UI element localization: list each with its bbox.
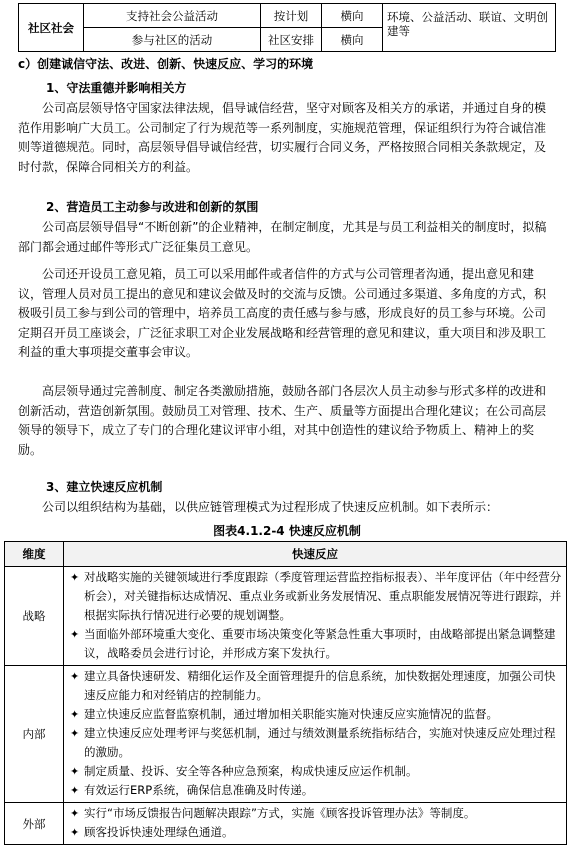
table-row bbox=[5, 666, 567, 803]
subheading-1: 1、守法重德并影响相关方 bbox=[46, 81, 187, 95]
subheading-3: 3、建立快速反应机制 bbox=[46, 480, 163, 494]
response-cell bbox=[64, 803, 567, 845]
direction-cell: 横向 bbox=[322, 28, 383, 52]
plan-cell: 按计划 bbox=[261, 4, 322, 28]
activity-cell: 支持社会公益活动 bbox=[84, 4, 261, 28]
plan-cell: 社区安排 bbox=[261, 28, 322, 52]
list-item: ✦ 顾客投诉快速处理绿色通道。 bbox=[70, 823, 562, 842]
bullet-icon: ✦ bbox=[70, 727, 80, 740]
bullet-icon: ✦ bbox=[70, 571, 80, 584]
list-item: ✦ 实行“市场反馈报告问题解决跟踪”方式，实施《顾客投诉管理办法》等制度。 bbox=[70, 804, 562, 823]
table-row bbox=[5, 567, 567, 666]
dimension-cell: 外部 bbox=[5, 803, 64, 845]
category-cell: 社区社会 bbox=[19, 4, 84, 52]
subheading-2: 2、营造员工主动参与改进和创新的氛围 bbox=[46, 200, 259, 214]
bullet-icon: ✦ bbox=[70, 826, 80, 839]
header-dimension: 维度 bbox=[5, 542, 64, 567]
paragraph-4: 高层领导通过完善制度、制定各类激励措施，鼓励各部门各层次人员主动参与形式多样的改进和创新活动，营造创新氛围。鼓励员工对管理、技术、生产、质量等方面提出合理化建议；在公司高层领导的领导下，成立了专门的合理化建议评审小组，对其中创造性的建议给予物质上、精神上的奖励。 bbox=[18, 384, 547, 457]
list-item: ✦ 有效运行ERP系统，确保信息准确及时传递。 bbox=[70, 781, 562, 800]
paragraph-5: 公司以组织结构为基础，以供应链管理模式为过程形成了快速反应机制。如下表所示： bbox=[42, 500, 499, 514]
list-item: ✦ 对战略实施的关键领域进行季度跟踪（季度管理运营监控指标报表）、半年度评估（年中经营分析会），对关键指标达成情况、重点业务或新业务发展情况、重点职能发展情况等进行跟踪，并根据实际执行情况进行必要的规划调整。 bbox=[70, 570, 562, 622]
paragraph-3: 公司还开设员工意见箱，员工可以采用邮件或者信件的方式与公司管理者沟通，提出意见和建议，管理人员对员工提出的意见和建议会做及时的交流与反馈。公司通过多渠道、多角度的方式，积极吸引员工参与到公司的管理中，培养员工高度的责任感与参与感，形成良好的员工参与环境。公司定期召开员工座谈会，广泛征求职工对企业发展战略和经营管理的意见和建议，重大项目和涉及职工利益的重大事项提交董事会审议。 bbox=[18, 267, 547, 359]
bullet-icon: ✦ bbox=[70, 670, 80, 683]
section-heading-c: c）创建诚信守法、改进、创新、快速反应、学习的环境 bbox=[18, 57, 314, 71]
table-row bbox=[19, 4, 556, 28]
list-item: ✦ 建立快速反应处理考评与奖惩机制，通过与绩效测量系统指标结合，实施对快速反应处理过程的激励。 bbox=[70, 726, 556, 759]
header-response: 快速反应 bbox=[64, 542, 567, 567]
list-item: ✦ 建立快速反应监督监察机制，通过增加相关职能实施对快速反应实施情况的监督。 bbox=[70, 705, 562, 724]
bullet-icon: ✦ bbox=[70, 765, 80, 778]
note-cell: 环境、公益活动、联谊、文明创建等 bbox=[383, 4, 556, 52]
paragraph-2: 公司高层领导倡导“不断创新”的企业精神，在制定制度，尤其是与员工利益相关的制度时，拟稿部门都会通过邮件等形式广泛征集员工意见。 bbox=[18, 220, 547, 254]
direction-cell: 横向 bbox=[322, 4, 383, 28]
bullet-icon: ✦ bbox=[70, 708, 80, 721]
bullet-icon: ✦ bbox=[70, 628, 80, 641]
table-caption: 图表4.1.2-4 快速反应机制 bbox=[213, 524, 361, 538]
dimension-cell: 内部 bbox=[5, 666, 64, 803]
activity-cell: 参与社区的活动 bbox=[84, 28, 261, 52]
rapid-response-table bbox=[4, 541, 567, 845]
bullet-icon: ✦ bbox=[70, 784, 80, 797]
table-row bbox=[5, 803, 567, 845]
list-item: ✦ 制定质量、投诉、安全等各种应急预案，构成快速反应运作机制。 bbox=[70, 762, 562, 781]
response-cell bbox=[64, 567, 567, 666]
table-header-row bbox=[5, 542, 567, 567]
bullet-icon: ✦ bbox=[70, 807, 80, 820]
paragraph-1: 公司高层领导恪守国家法律法规，倡导诚信经营，坚守对顾客及相关方的承诺，并通过自身的模范作用影响广大员工。公司制定了行为规范等一系列制度，实施规范管理，保证组织行为符合诚信准则等道德规范。同时，高层领导倡导诚信经营，切实履行合同义务，严格按照合同相关条款规定，及时付款，保障合同相关方的利益。 bbox=[18, 101, 547, 174]
dimension-cell: 战略 bbox=[5, 567, 64, 666]
list-item: ✦ 当面临外部环境重大变化、重要市场决策变化等紧急性重大事项时，由战略部提出紧急调整建议，战略委员会进行讨论，并形成方案下发执行。 bbox=[70, 627, 556, 660]
list-item: ✦ 建立具备快速研发、精细化运作及全面管理提升的信息系统，加快数据处理速度，加强公司快速反应能力和对经销店的控制能力。 bbox=[70, 669, 556, 702]
social-activities-table bbox=[18, 3, 556, 52]
response-cell bbox=[64, 666, 567, 803]
